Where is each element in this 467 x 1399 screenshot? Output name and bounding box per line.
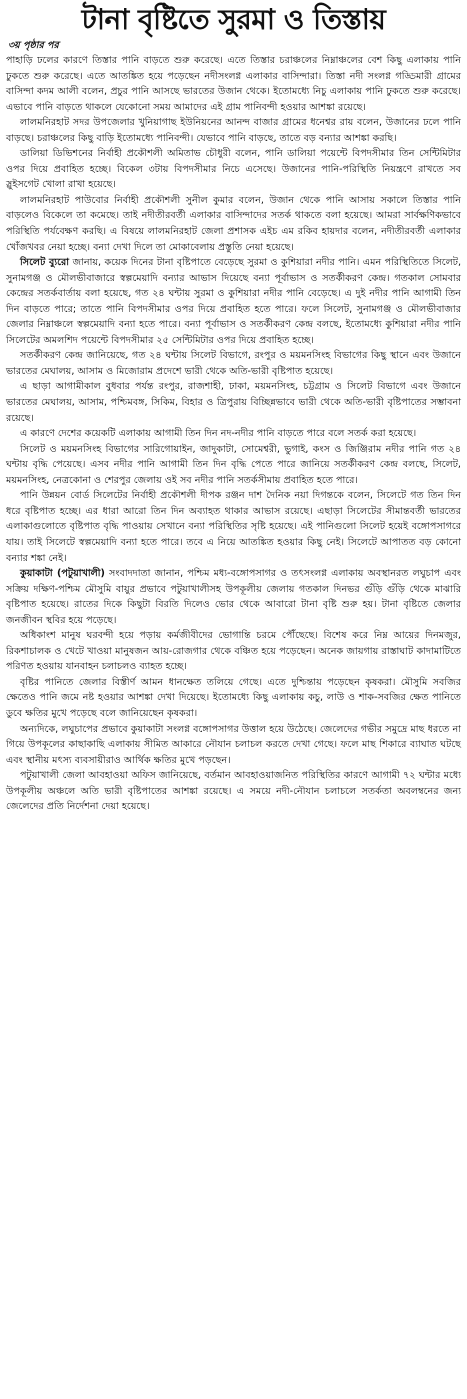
article-paragraph <box>6 146 461 193</box>
paragraph-text: পাহাড়ি ঢলের কারণে তিস্তার পানি বাড়তে শুরু করেছে। এতে তিস্তার চরাঞ্চলের নিম্নাঞ্চলের বেশ কিছু এলাকায় পানি ঢুকতে শুরু করেছে। এতে আতঙ্কিত হয়ে পড়েছেন নদীসংলগ্ন এলাকার বাসিন্দারা। তিস্তা নদী সংলগ্ন গড্ডিমারী গ্রামের বাসিন্দা কদম আলী বলেন, প্রচুর পানি আসছে ভারতের উজান থেকে। ইতোমধ্যে নিচু এলাকায় পানি ঢুকতে শুরু করেছে। এভাবে পানি বাড়তে থাকলে যেকোনো সময় আমাদের এই গ্রাম পানিবন্দী হওয়ার আশঙ্কা রয়েছে। <box>6 55 461 113</box>
article-paragraph <box>6 675 461 722</box>
paragraph-text: অধিকাংশ মানুষ ঘরবন্দী হয়ে পড়ায় কর্মজীবীদের ভোগান্তি চরমে পৌঁছেছে। বিশেষ করে নিম্ন আয়ের দিনমজুর, রিকশাচালক ও খেটে খাওয়া মানুষজন আয়-রোজগার থেকে বঞ্চিত হয়ে পড়েছেন। অনেক জায়গায় রাস্তাঘাট কাদামাটিতে পরিণত হওয়ায় যানবাহন চলাচলও ব্যাহত হচ্ছে। <box>6 630 461 673</box>
article-paragraph <box>6 348 461 379</box>
paragraph-text: সিলেট ও ময়মনসিংহ বিভাগের সারিগোয়াইন, জাদুকাটা, সোমেশ্বরী, ভুগাই, কংস ও জিঞ্জিরাম নদীর পানি গত ২৪ ঘন্টায় বৃদ্ধি পেয়েছে। এসব নদীর পানি আগামী তিন দিন বৃদ্ধি পেতে পারে জানিয়ে সতর্কীকরণ কেন্দ্র বলছে, সিলেট, ময়মনসিংহ, নেত্রকোনা ও শেরপুর জেলায় ওই সব নদীর পানি সতর্কসীমায় প্রবাহিত হতে পারে। <box>6 443 461 486</box>
article-paragraph <box>6 379 461 426</box>
paragraph-text: বৃষ্টির পানিতে জেলার বিস্তীর্ণ আমন ধানক্ষেত তলিয়ে গেছে। এতে দুশ্চিন্তায় পড়েছেন কৃষকরা। মৌসুমি সবজির ক্ষেতেও পানি জমে নষ্ট হওয়ার আশঙ্কা দেখা দিয়েছে। ইতোমধ্যে কিছু এলাকায় কচু, লাউ ও শাক-সবজির ক্ষেত পানিতে ডুবে ক্ষতির মুখে পড়েছে বলে জানিয়েছেন কৃষকরা। <box>6 676 461 719</box>
article-paragraph <box>6 255 461 348</box>
article-paragraph <box>6 115 461 146</box>
article-paragraph <box>6 628 461 675</box>
article-paragraph <box>6 442 461 489</box>
paragraph-text: অন্যদিকে, লঘুচাপের প্রভাবে কুয়াকাটা সংলগ্ন বঙ্গোপসাগর উত্তাল হয়ে উঠেছে। জেলেদের গভীর সমুদ্রে মাছ ধরতে না গিয়ে উপকূলের কাছাকাছি এলাকায় সীমিত আকারে নৌযান চলাচল করতে দেখা গেছে। ফলে মাছ শিকারে ব্যাঘাত ঘটছে এবং স্থানীয় মৎস্য ব্যবসায়ীরাও আর্থিক ক্ষতির মুখে পড়ছেন। <box>6 723 461 766</box>
article-paragraph <box>6 488 461 566</box>
paragraph-text: সতর্কীকরণ কেন্দ্র জানিয়েছে, গত ২৪ ঘন্টায় সিলেট বিভাগে, রংপুর ও ময়মনসিংহ বিভাগের কিছু স্থানে এবং উজানে ভারতের মেঘালয়, আসাম ও মিজোরাম প্রদেশে ভারী থেকে অতি-ভারী বৃষ্টিপাত হয়েছে। <box>6 350 461 377</box>
article-paragraph <box>6 566 461 628</box>
paragraph-text: সংবাদদাতা জানান, পশ্চিম মধ্য-বঙ্গোপসাগর ও তৎসংলগ্ন এলাকায় অবস্থানরত লঘুচাপ এবং সক্রিয় দক্ষিণ-পশ্চিম মৌসুমি বায়ুর প্রভাবে পটুয়াখালীসহ উপকূলীয় জেলায় গতকাল দিনভর গুঁড়ি গুঁড়ি থেকে মাঝারি বৃষ্টিপাত হয়েছে। রাতের দিকে কিছুটা বিরতি দিলেও ভোর থেকে আবারো টানা বৃষ্টি শুরু হয়। টানা বৃষ্টিতে জেলার জনজীবন স্থবির হয়ে পড়েছে। <box>6 568 461 626</box>
continued-from-label: ৩য় পৃষ্ঠার পর <box>8 40 59 51</box>
paragraph-text: জানায়, কয়েক দিনের টানা বৃষ্টিপাতে বেড়েছে সুরমা ও কুশিয়ারা নদীর পানি। এমন পরিস্থিতিতে সিলেট, সুনামগঞ্জ ও মৌলভীবাজারে স্বল্পমেয়াদি বন্যার আভাস দিয়েছে বন্যা পূর্বাভাস ও সতর্কীকরণ কেন্দ্র। গতকাল সোমবার কেন্দ্রের সতর্কবার্তায় বলা হয়েছে, গত ২৪ ঘন্টায় সুরমা ও কুশিয়ারা নদীর পানি বেড়েছে। এ দুই নদীর পানি আগামী তিন দিন বাড়তে পারে; তাতে পানি বিপদসীমার ওপর দিয়ে প্রবাহিত হতে পারে। ফলে সিলেট, সুনামগঞ্জ ও মৌলভীবাজার জেলার নিম্নাঞ্চলে স্বল্পমেয়াদি বন্যা হতে পারে। বন্যা পূর্বাভাস ও সতর্কীকরণ কেন্দ্র বলছে, ইতোমধ্যে কুশিয়ারা নদীর পানি সিলেটের অমলশিদ পয়েন্টে বিপদসীমার ২৫ সেন্টিমিটার ওপর দিয়ে প্রবাহিত হচ্ছে। <box>6 257 461 346</box>
article-paragraph <box>6 768 461 815</box>
article-paragraph <box>6 53 461 115</box>
paragraph-text: পটুয়াখালী জেলা আবহাওয়া অফিস জানিয়েছে, বর্তমান আবহাওয়াজনিত পরিস্থিতির কারণে আগামী ৭২ ঘন্টার মধ্যে উপকূলীয় অঞ্চলে অতি ভারী বৃষ্টিপাতের আশঙ্কা রয়েছে। এ সময়ে নদী-নৌযান চলাচলে সতর্কতা অবলম্বনের জন্য জেলেদের প্রতি নির্দেশনা দেয়া হয়েছে। <box>6 770 461 813</box>
article-paragraph <box>6 722 461 769</box>
paragraph-text: ডালিয়া ডিভিশনের নির্বাহী প্রকৌশলী অমিতাভ চৌধুরী বলেন, পানি ডালিয়া পয়েন্টে বিপদসীমার তিন সেন্টিমিটার ওপর দিয়ে প্রবাহিত হচ্ছে। বিকেল ৩টায় বিপদসীমার নিচে এসেছে। উজানের পানি-পরিস্থিতি নিয়ন্ত্রণে রাখতে সব স্লুইসগেট খোলা রাখা হয়েছে। <box>6 148 461 191</box>
article-paragraph <box>6 426 461 442</box>
paragraph-text: লালমনিরহাট সদর উপজেলার খুনিয়াগাছ ইউনিয়নের আনন্দ বাজার গ্রামের ধনেশ্বর রায় বলেন, উজানের ঢলে পানি বাড়ছে। চরাঞ্চলের কিছু বাড়ি ইতোমধ্যে পানিবন্দী। যেভাবে পানি বাড়ছে, তাতে বড় বন্যার আশঙ্কা করছি। <box>6 117 461 144</box>
article-body <box>6 53 461 815</box>
dateline-lead: সিলেট ব্যুরো <box>20 257 70 269</box>
article-paragraph <box>6 193 461 255</box>
paragraph-text: এ ছাড়া আগামীকাল বুধবার পর্যন্ত রংপুর, রাজশাহী, ঢাকা, ময়মনসিংহ, চট্টগ্রাম ও সিলেট বিভাগে এবং উজানে ভারতের মেঘালয়, আসাম, পশ্চিমবঙ্গ, সিকিম, বিহার ও ত্রিপুরায় বিচ্ছিন্নভাবে ভারী থেকে অতি-ভারী বৃষ্টিপাতের সম্ভাবনা রয়েছে। <box>6 381 461 424</box>
paragraph-text: পানি উন্নয়ন বোর্ড সিলেটের নির্বাহী প্রকৌশলী দীপক রঞ্জন দাশ দৈনিক নয়া দিগন্তকে বলেন, সিলেটে গত তিন দিন ধরে বৃষ্টিপাত হচ্ছে। এর ধারা আরো তিন দিন অব্যাহত থাকার আভাস রয়েছে। এছাড়া সিলেটের সীমান্তবর্তী ভারতের এলাকাগুলোতে বৃষ্টিপাত বৃদ্ধি পাওয়ায় সেখানে বন্যা পরিস্থিতির সৃষ্টি হয়েছে। এই পানিগুলো সিলেট হয়েই বঙ্গোপসাগরে যায়। তাই সিলেটে স্বল্পমেয়াদি বন্যা হতে পারে। তবে এ নিয়ে আতঙ্কিত হওয়ার কিছু নেই। সিলেটে আপাতত বড় কোনো বন্যার শঙ্কা নেই। <box>6 490 461 564</box>
paragraph-text: এ কারণে দেশের কয়েকটি এলাকায় আগামী তিন দিন নদ-নদীর পানি বাড়তে পারে বলে সতর্ক করা হয়েছে। <box>20 428 417 440</box>
dateline-lead: কুয়াকাটা (পটুয়াখালী) <box>20 568 105 580</box>
headline: টানা বৃষ্টিতে সুরমা ও তিস্তায় <box>81 3 386 36</box>
paragraph-text: লালমনিরহাট পাউবোর নির্বাহী প্রকৌশলী সুনীল কুমার বলেন, উজান থেকে পানি আসায় সকালে তিস্তার পানি বাড়লেও বিকেলে তা কমেছে। তাই নদীতীরবর্তী এলাকার বাসিন্দাদের সতর্ক থাকতে বলা হয়েছে। আমরা সার্বক্ষণিকভাবে পরিস্থিতি পর্যবেক্ষণ করছি। এ বিষয়ে লালমনিরহাট জেলা প্রশাসক এইচ এম রকিব হায়দার বলেন, নদীতীরবর্তী এলাকার খোঁজখবর নেয়া হচ্ছে। বন্যা দেখা দিলে তা মোকাবেলায় প্রস্তুতি নেয়া হয়েছে। <box>6 194 461 253</box>
